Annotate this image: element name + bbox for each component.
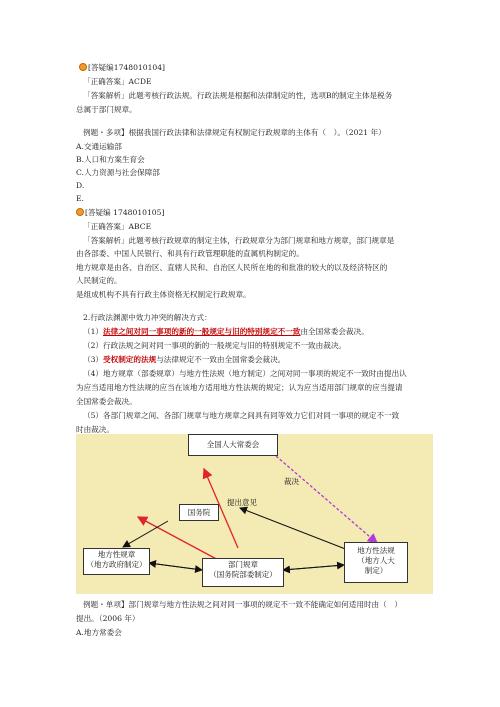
dept-laws-arrow-left — [283, 565, 344, 570]
npc-standing-committee-box: 全国人大常委会 — [188, 434, 278, 456]
option-a: A.交通运输部 — [76, 142, 122, 151]
analysis-2-line-5: 是组成机构不具有行政主体资格无权制定行政规章。 — [76, 290, 251, 299]
question-3-stem-line-1: 例题・单项】部门规章与地方性法规之间对同一事项的规定不一致不能确定如何适用时由（ ） — [83, 600, 402, 609]
rule-item-4-line-2: 为应当适用地方性法规的应当在该地方适用地方性法规的规定；认为应当适用部门规章的应当提请 — [76, 383, 403, 392]
option-e: E. — [76, 194, 84, 203]
qa-id-1: [答疑编1748010104] — [79, 63, 165, 73]
lightbulb-icon — [76, 208, 84, 216]
lightbulb-icon — [79, 63, 87, 71]
rule-item-1: （1）法律之间对同一事项的新的一般规定与旧的特别规定不一致由全国常委会裁决。 — [83, 327, 369, 336]
analysis-1-line-1: 「答案解析」此题考核行政法规。行政法规是根据和法律制定的性，选项B的制定主体是税务 — [83, 91, 393, 100]
answer-1: 「正确答案」ACDE — [83, 77, 152, 86]
ruling-arrow — [276, 456, 377, 543]
local-laws-box: 地方性法规 （地方人大 制定） — [344, 542, 408, 583]
rule-item-3-highlight: 受权制定的法规 — [103, 355, 157, 364]
question-3-option-a: A.地方常委会 — [76, 628, 122, 637]
answer-2: 「正确答案」ABCE — [83, 222, 152, 231]
section-title: 2.行政法渊源中效力冲突的解决方式： — [83, 313, 212, 322]
option-d: D. — [76, 181, 85, 190]
analysis-2-line-1: 「答案解析」此题考核行政规章的制定主体，行政规章分为部门规章和地方规章，部门规章是 — [83, 236, 395, 245]
analysis-1-line-2: 总属于部门规章。 — [76, 105, 137, 114]
conflict-resolution-diagram — [76, 434, 433, 594]
rule-item-5-line-1: （5）各部门规章之间、各部门规章与地方规章之间具有同等效力它们对同一事项的规定不一致 — [83, 411, 400, 420]
local-rules-box: 地方性规章 （地方政府制定） — [83, 548, 150, 575]
analysis-2-line-3: 地方规章是由各、自治区、直辖人民和、自治区人民所在地的和批准的较大的以及经济特区的 — [76, 263, 388, 272]
ruling-label: 裁决 — [284, 477, 299, 486]
state-council-box: 国务院 — [179, 504, 219, 521]
question-2-stem: 例题・多项】根据我国行政法律和法律规定有权制定行政规章的主体有（ ）。（2021 年） — [83, 128, 386, 137]
rule-item-1-highlight: 法律之间对同一事项的新的一般规定与旧的特别规定不一致 — [103, 327, 301, 336]
question-3-stem-line-2: 提出。（2006 年） — [76, 614, 140, 623]
local-dept-arrow-left — [149, 563, 202, 570]
analysis-2-line-4: 人民制定的。 — [76, 276, 122, 285]
option-b: B.人口和方案生育会 — [76, 155, 145, 164]
analysis-2-line-2: 由各部委、中国人民银行、和具有行政管理职能的直属机构制定的。 — [76, 249, 304, 258]
opinion-arrow — [240, 508, 348, 550]
council-to-local-rules-arrow — [123, 521, 168, 547]
rule-item-4-line-1: （4）地方规章（部委规章）与地方性法规（地方制定）之间对同一事项的规定不一致时由提出认 — [83, 369, 407, 378]
qa-id-2: [答疑编 1748010105] — [76, 208, 164, 218]
rule-item-4-line-3: 全国常委会裁决。 — [76, 397, 137, 406]
dept-rules-box: 部门规章 （国务院部委制定） — [202, 558, 284, 587]
option-c: C.人力资源与社会保障部 — [76, 168, 160, 177]
opinion-label: 提出意见 — [227, 498, 257, 507]
rule-item-5-line-2: 时由裁决。 — [76, 425, 114, 434]
dept-to-council-arrow — [138, 517, 222, 562]
rule-item-3: （3）受权制定的法规与法律规定不一致由全国常委会裁决。 — [83, 355, 286, 364]
rule-item-2: （2）行政法规之间对同一事项的新的一般规定与旧的特别规定不一致由裁决。 — [83, 341, 347, 350]
